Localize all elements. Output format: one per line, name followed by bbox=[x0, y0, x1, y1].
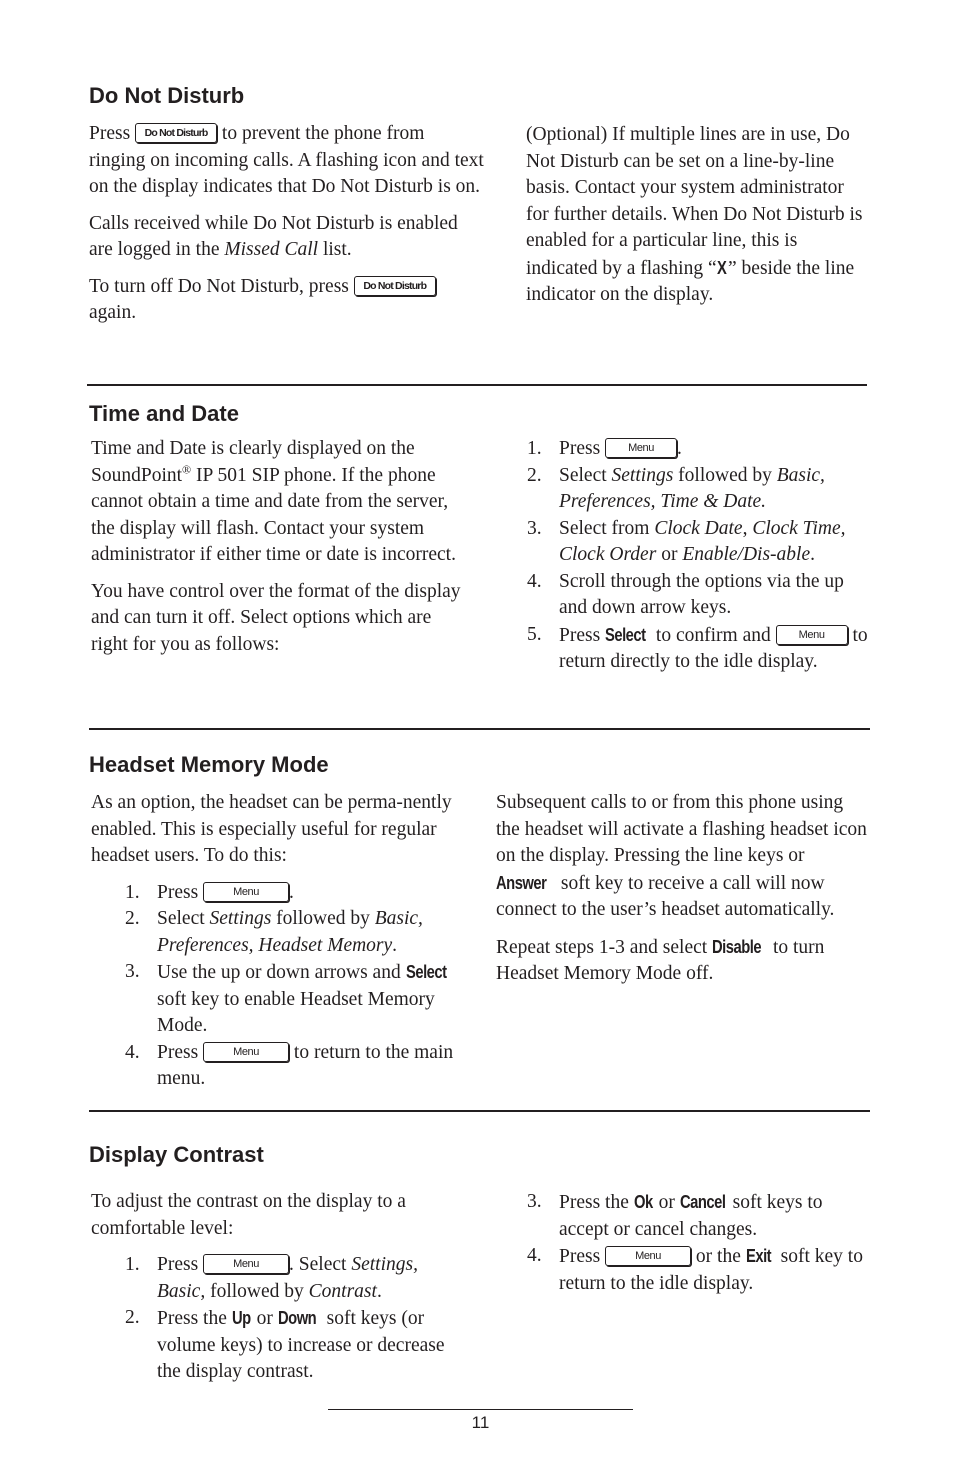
contrast-right-column bbox=[527, 1189, 872, 1297]
dnd-paragraph-1: Press Do Not Disturb to prevent the phone from ringing on incoming calls. A flashing icon and text on the display indicates that Do Not Disturb is on. bbox=[89, 123, 484, 197]
list-item: 2. Press the Up or Down soft keys (or volume keys) to increase or decrease the display contrast. bbox=[125, 1307, 445, 1382]
list-item: 4. Scroll through the options via the up and down arrow keys. bbox=[527, 570, 844, 618]
list-item: 2. Select Settings followed by Basic, Preferences, Time & Date. bbox=[527, 464, 825, 512]
do-not-disturb-key: Do Not Disturb bbox=[354, 276, 436, 296]
do-not-disturb-key: Do Not Disturb bbox=[135, 123, 217, 143]
contrast-left-column bbox=[91, 1189, 471, 1386]
time-steps-list bbox=[527, 436, 872, 676]
headset-right-column bbox=[496, 790, 868, 998]
dnd-paragraph-3: To turn off Do Not Disturb, press Do Not Disturb again. bbox=[89, 274, 484, 327]
list-item: 5. Press Select to confirm and Menu to return directly to the idle display. bbox=[527, 623, 868, 672]
list-item: 2. Select Settings followed by Basic, Preferences, Headset Memory. bbox=[125, 908, 423, 956]
section-divider bbox=[87, 384, 867, 386]
menu-key: Menu bbox=[776, 625, 848, 645]
contrast-steps-list-a bbox=[91, 1252, 471, 1386]
dnd-optional-paragraph: (Optional) If multiple lines are in use, Do Not Disturb can be set on a line-by-line basis. Contact your system administrator for further details. When Do Not Disturb is enabled for a particular line, this is indicated by a flashing “X ” beside the line indicator on the display. bbox=[526, 124, 863, 305]
menu-key: Menu bbox=[203, 1254, 289, 1274]
disable-softkey-label: Disable bbox=[712, 936, 762, 957]
list-item: 1. Press Menu . bbox=[125, 881, 294, 903]
headset-paragraph-3: Repeat steps 1-3 and select Disable to turn Headset Memory Mode off. bbox=[496, 934, 868, 988]
list-item: 3. Press the Ok or Cancel soft keys to accept or cancel changes. bbox=[527, 1191, 823, 1240]
time-paragraph-1: Time and Date is clearly displayed on the SoundPoint® IP 501 SIP phone. If the phone cannot obtain a time and date from the server, the display will flash. Contact your system administrator if either time or date is incorrect. bbox=[91, 438, 456, 565]
x-indicator: X bbox=[716, 257, 726, 278]
menu-key: Menu bbox=[203, 1042, 289, 1062]
dnd-left-column bbox=[89, 121, 484, 337]
section-title-do-not-disturb: Do Not Disturb bbox=[89, 83, 245, 108]
list-item: 4. Press Menu or the Exit soft key to return to the idle display. bbox=[527, 1245, 863, 1294]
section-divider bbox=[89, 1110, 870, 1112]
cancel-softkey-label: Cancel bbox=[679, 1192, 726, 1212]
contrast-paragraph-1: To adjust the contrast on the display to a comfortable level: bbox=[91, 1191, 406, 1239]
time-paragraph-2: You have control over the format of the display and can turn it off. Select options which are right for you as follows: bbox=[91, 580, 461, 655]
section-divider bbox=[89, 728, 870, 730]
dnd-paragraph-2: Calls received while Do Not Disturb is enabled are logged in the Missed Call list. bbox=[89, 212, 458, 260]
list-item: 1. Press Menu . Select Settings, Basic, followed by Contrast. bbox=[125, 1254, 418, 1302]
select-softkey-label: Select bbox=[605, 624, 646, 645]
headset-paragraph-2: Subsequent calls to or from this phone using the headset will activate a flashing headset icon on the display. Pressing the line keys or Answer soft key to receive a call will now connect to the user’s headset automatically. bbox=[496, 792, 867, 920]
time-left-column bbox=[91, 436, 471, 668]
page-number: 11 bbox=[471, 1413, 490, 1432]
exit-softkey-label: Exit bbox=[745, 1246, 771, 1266]
headset-steps-list bbox=[91, 880, 461, 1093]
footer-rule bbox=[328, 1409, 633, 1410]
select-softkey-label: Select bbox=[405, 962, 447, 982]
list-item: 3. Use the up or down arrows and Select soft key to enable Headset Memory Mode. bbox=[125, 961, 447, 1036]
section-title-time-and-date: Time and Date bbox=[89, 401, 239, 426]
answer-softkey-label: Answer bbox=[496, 872, 547, 893]
list-item: 3. Select from Clock Date, Clock Time, Clock Order or Enable/Dis-able. bbox=[527, 517, 846, 565]
headset-paragraph-1: As an option, the headset can be perma-nently enabled. This is especially useful for regular headset users. To do this: bbox=[91, 792, 452, 866]
headset-left-column bbox=[91, 790, 461, 1093]
menu-key: Menu bbox=[605, 1246, 691, 1266]
contrast-steps-list-b bbox=[527, 1189, 872, 1297]
menu-key: Menu bbox=[605, 438, 677, 458]
section-title-display-contrast: Display Contrast bbox=[89, 1142, 264, 1167]
ok-softkey-label: Ok bbox=[633, 1192, 653, 1212]
section-title-headset-memory-mode: Headset Memory Mode bbox=[89, 752, 329, 777]
list-item: 1. Press Menu . bbox=[527, 438, 682, 459]
time-right-column bbox=[527, 436, 872, 676]
dnd-right-column bbox=[526, 122, 866, 319]
down-softkey-label: Down bbox=[277, 1308, 316, 1328]
list-item: 4. Press Menu to return to the main menu. bbox=[125, 1041, 454, 1089]
menu-key: Menu bbox=[203, 882, 289, 902]
up-softkey-label: Up bbox=[231, 1308, 251, 1328]
